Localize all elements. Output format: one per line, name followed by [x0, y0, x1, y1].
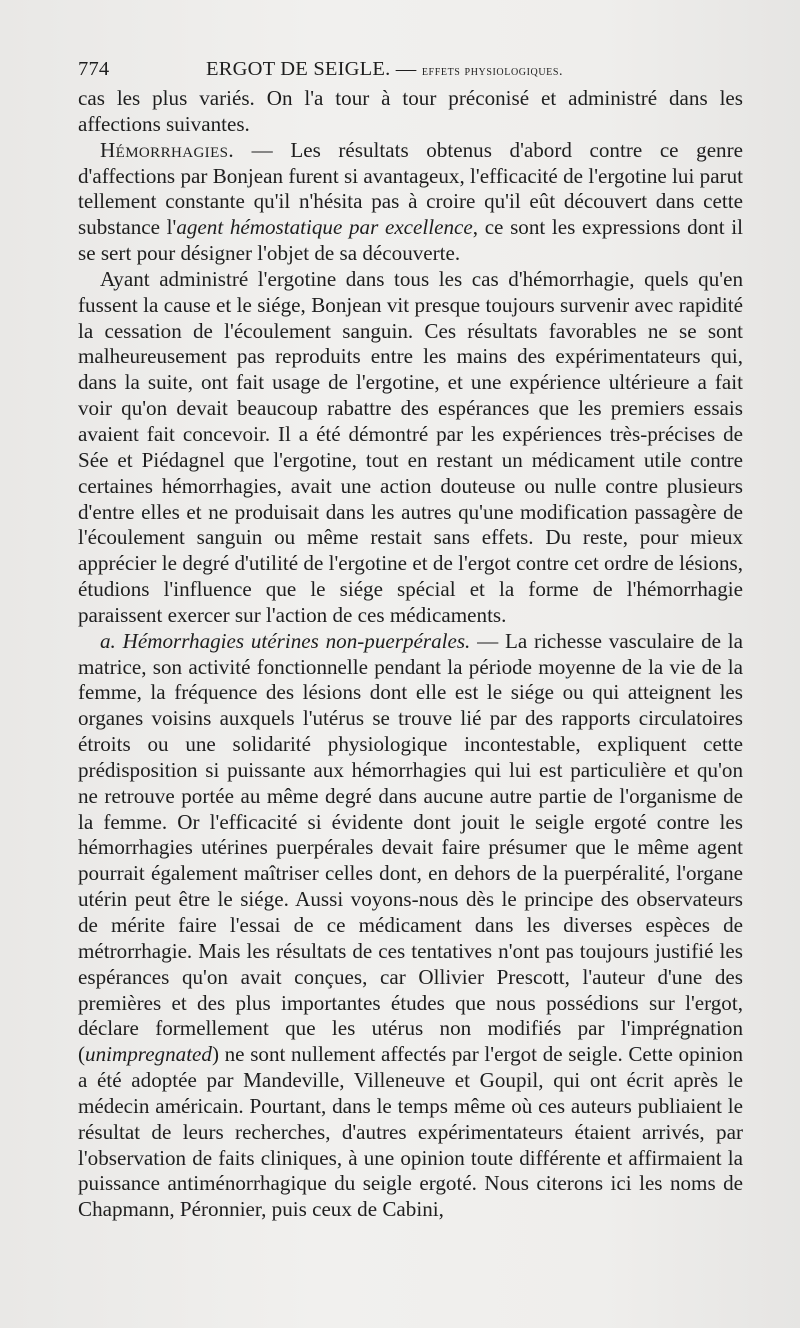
paragraph-hemorrhagies [78, 138, 743, 267]
paragraph-ergotine: Ayant administré l'ergotine dans tous les cas d'hémorrhagie, quels qu'en fussent la cause et le siége, Bonjean vit presque toujours survenir avec rapidité la cessation de l'écoulement sanguin. Ces résultats favorables ne se sont malheureusement pas reproduits entre les mains des expérimentateurs qui, dans la suite, ont fait usage de l'ergotine, et une expérience ultérieure a fait voir qu'on devait beaucoup rabattre des espérances que les premiers essais avaient fait concevoir. Il a été démontré par les expériences très-précises de Sée et Piédagnel que l'ergotine, tout en restant un médicament utile contre certaines hémorrhagies, avait une action douteuse ou nulle contre plusieurs d'entre elles et ne produisait dans les autres qu'une modification passagère de l'écoulement sanguin ou même restait sans effets. Du reste, pour mieux apprécier le degré d'utilité de l'ergotine et de l'ergot contre cet ordre de lésions, étudions l'influence que le siége spécial et la forme de l'hémorrhagie paraissent exercer sur l'action de ces médicaments. [78, 266, 743, 627]
paragraph-hemorrhagies-uterines [78, 629, 743, 1223]
paragraph-text: , ce sont les expressions dont il se sert pour désigner l'objet de sa découverte. [78, 215, 743, 266]
italic-term: unimpregnated [85, 1042, 212, 1067]
paragraph-text: — La richesse vasculaire de la matrice, son activité fonctionnelle pendant la période moyenne de la vie de la femme, la fréquence des lésions dont elle est le siége ou qui atteignent les organes voisins auxquels l'utérus se trouve lié par des rapports circulatoires étroits ou une solidarité physiologique incontestable, expliquent cette prédisposition si puissante aux hémorrhagies qui lui est particulière et qu'on ne retrouve portée au même degré dans aucune autre partie de l'organisme de la femme. Or l'efficacité si évidente dont jouit le seigle ergoté contre les hémorrhagies utérines puerpérales devait faire présumer que le même agent pourrait également maîtriser celles dont, en dehors de la puerpéralité, l'organe utérin peut être le siége. Aussi voyons-nous dès le principe des observateurs de mérite faire l'essai de ce médicament dans les diverses espèces de métrorrhagie. Mais les résultats de ces tentatives n'ont pas toujours justifié les espérances qu'on avait conçues, car Ollivier Prescott, l'auteur d'une des premières et des plus importantes études que nous possédions sur l'ergot, déclare formellement que les utérus non modifiés par l'imprégnation ( [78, 628, 743, 1067]
paragraph-continuation: cas les plus variés. On l'a tour à tour préconisé et administré dans les affections suivantes. [78, 86, 743, 136]
running-title: ERGOT DE SEIGLE. [206, 58, 391, 80]
page-header [78, 56, 743, 82]
body-text [78, 86, 743, 1223]
running-head [206, 56, 563, 85]
section-heading-hemorrhagies: Hémorrhagies. [100, 137, 235, 162]
italic-phrase: agent hémostatique par excellence [176, 215, 473, 240]
page-number: 774 [78, 58, 110, 80]
paragraph-text: — Les résultats obtenus d'abord contre ce genre d'affections par Bonjean furent si avantageux, l'efficacité de l'ergotine lui parut tellement constante qu'il n'hésita pas à croire qu'il eût découvert dans cette substance l' [78, 137, 743, 240]
section-heading-uterines: a. Hémorrhagies utérines non-puerpérales. [100, 628, 471, 653]
header-separator: — [390, 58, 422, 80]
running-section: effets physiologiques. [421, 64, 564, 79]
paragraph-text: ) ne sont nullement affectés par l'ergot de seigle. Cette opinion a été adoptée par Mandeville, Villeneuve et Goupil, qui ont écrit après le médecin américain. Pourtant, dans le temps même où ces auteurs publiaient le résultat de leurs recherches, d'autres expérimentateurs étaient arrivés, par l'observation de faits cliniques, à une opinion toute différente et affirmaient la puissance antiménorrhagique du seigle ergoté. Nous citerons ici les noms de Chapmann, Péronnier, puis ceux de Cabini, [78, 1042, 743, 1222]
